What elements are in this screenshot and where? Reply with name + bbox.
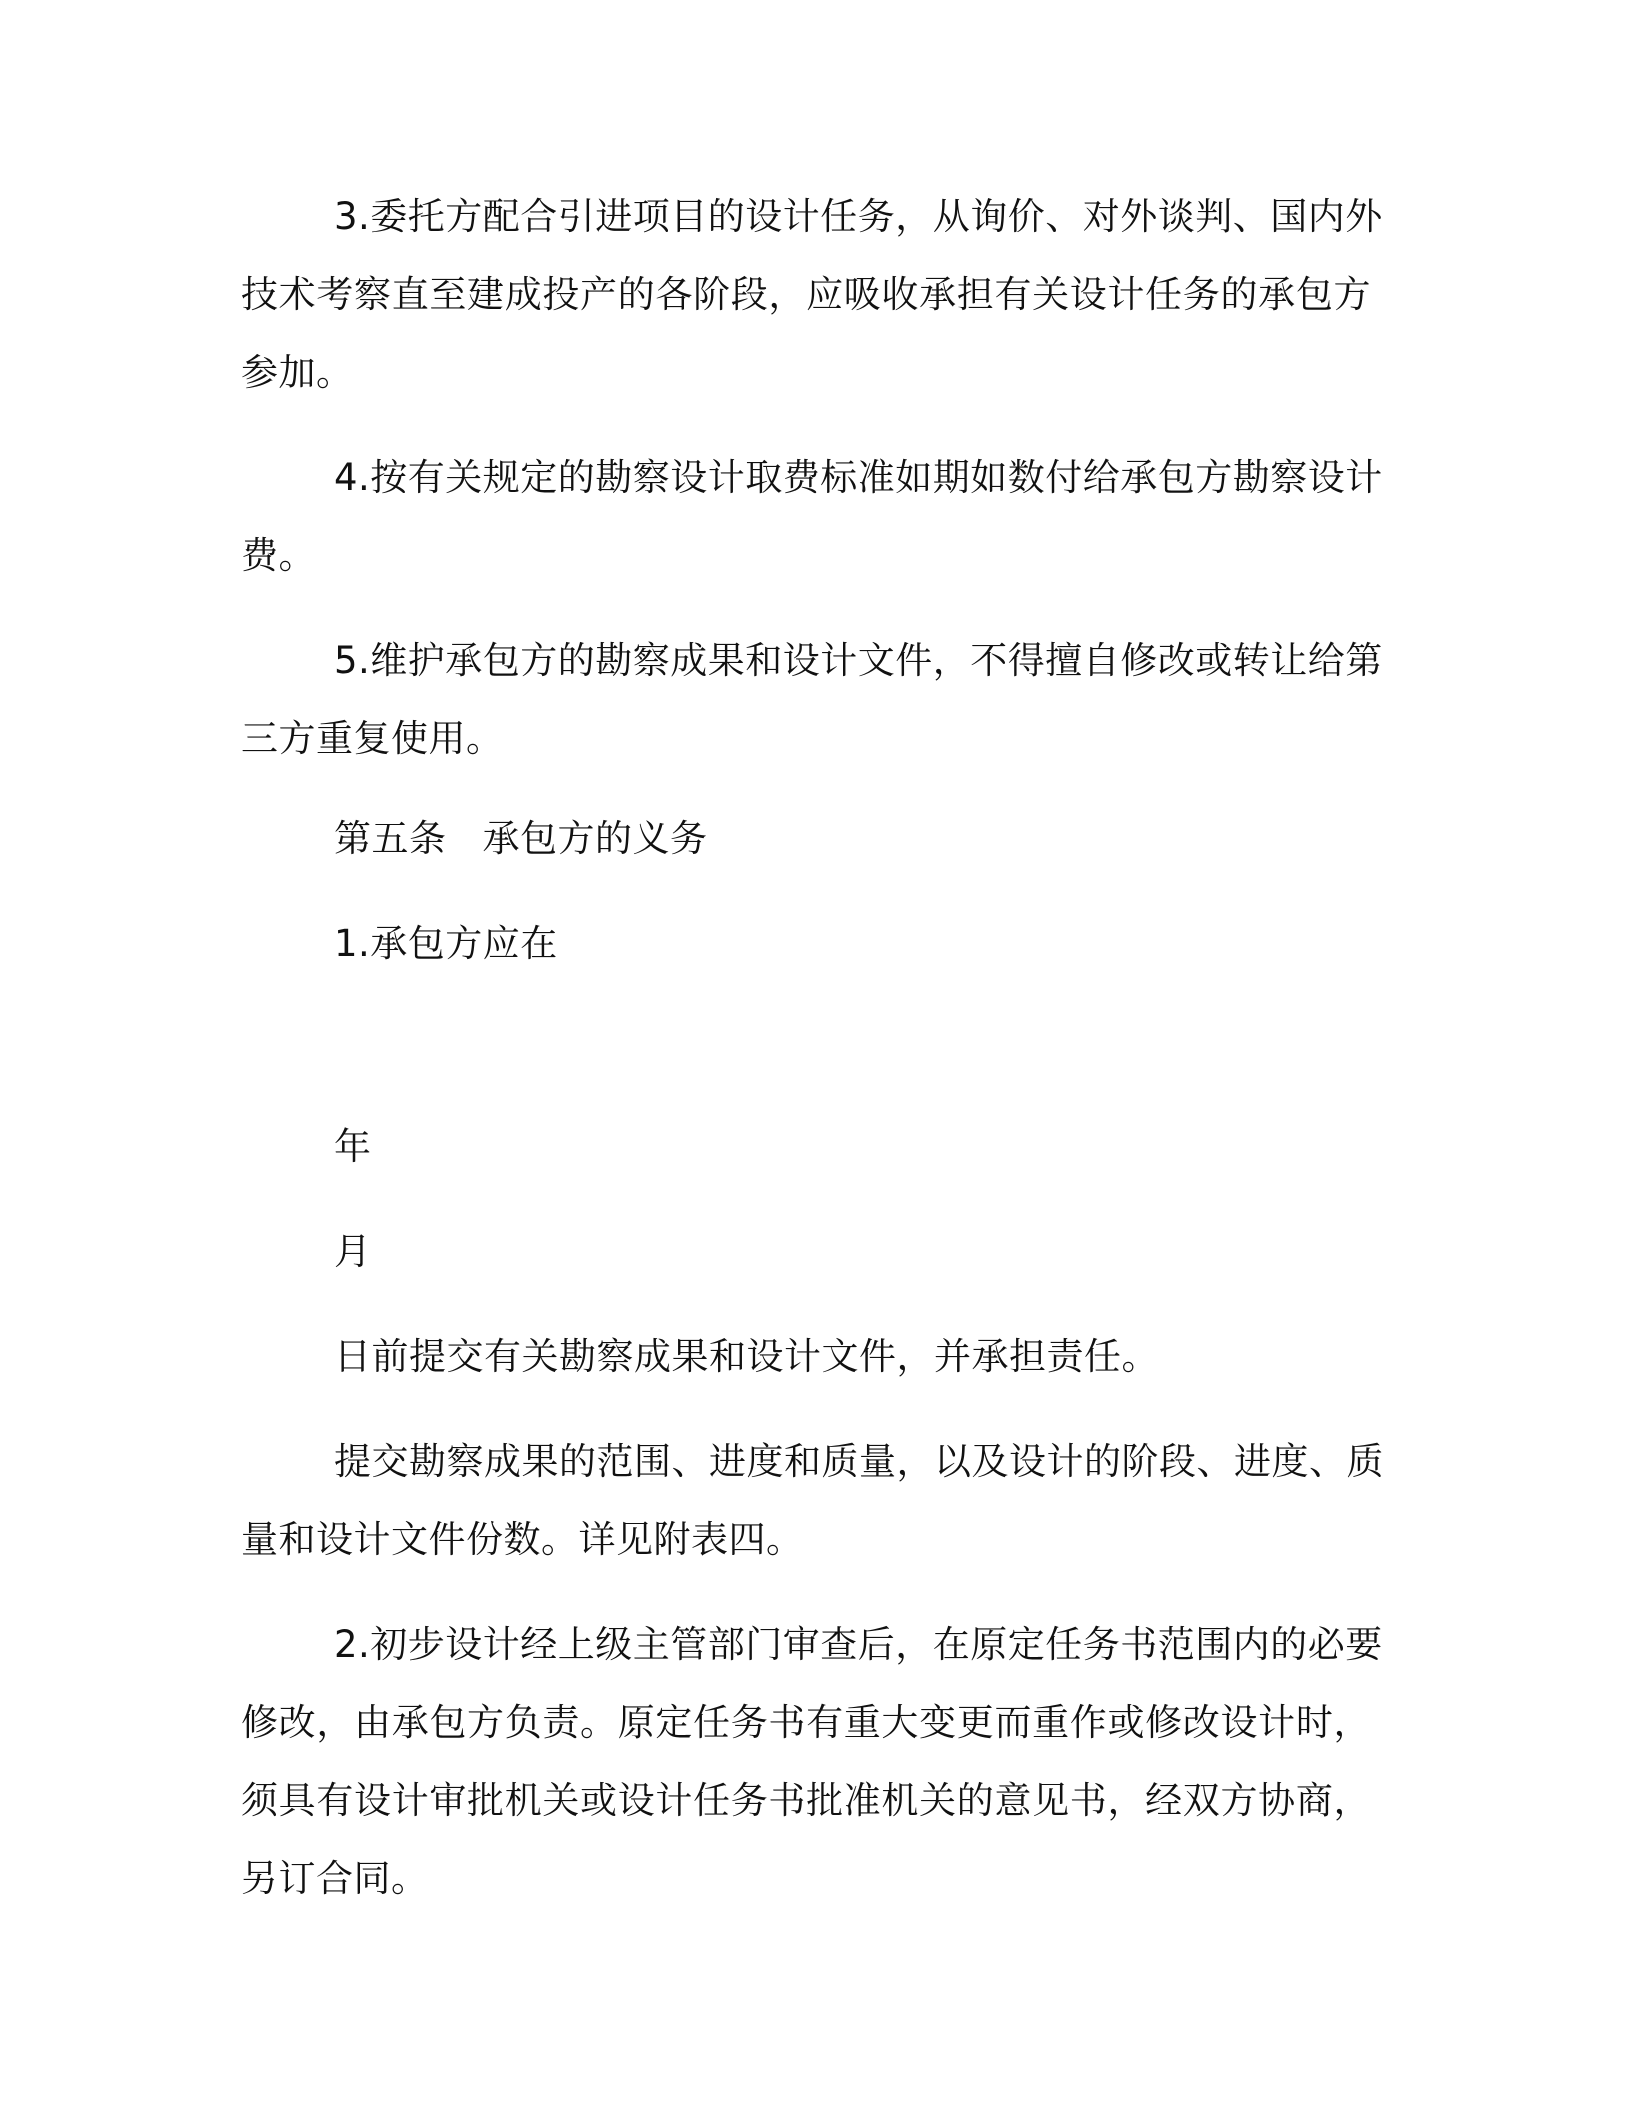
clause-2-line-3: 须具有设计审批机关或设计任务书批准机关的意见书，经双方协商，	[241, 1779, 1371, 1822]
clause-1-scope-line-1: 提交勘察成果的范围、进度和质量，以及设计的阶段、进度、质	[334, 1440, 1384, 1483]
article-5-label: 第五条	[334, 817, 447, 860]
month-label: 月	[334, 1230, 372, 1273]
clause-2-line-1: 2.初步设计经上级主管部门审查后，在原定任务书范围内的必要	[334, 1623, 1383, 1666]
clause-2-line-2: 修改，由承包方负责。原定任务书有重大变更而重作或修改设计时，	[241, 1701, 1371, 1744]
clause-1-start: 1.承包方应在	[334, 922, 558, 965]
clause-1-scope-line-2: 量和设计文件份数。详见附表四。	[241, 1518, 804, 1561]
article-5-title: 承包方的义务	[482, 817, 708, 860]
clause-2-line-4: 另订合同。	[241, 1857, 429, 1900]
paragraph-3-line-1: 3.委托方配合引进项目的设计任务，从询价、对外谈判、国内外	[334, 195, 1383, 238]
paragraph-3-line-2: 技术考察直至建成投产的各阶段，应吸收承担有关设计任务的承包方	[241, 273, 1371, 316]
paragraph-3-line-3: 参加。	[241, 351, 354, 394]
paragraph-4-line-2: 费。	[241, 534, 316, 577]
paragraph-5-line-2: 三方重复使用。	[241, 717, 504, 760]
article-5-heading	[334, 817, 708, 860]
year-label: 年	[334, 1125, 372, 1168]
clause-1-deadline-text: 日前提交有关勘察成果和设计文件，并承担责任。	[334, 1335, 1159, 1378]
paragraph-4-line-1: 4.按有关规定的勘察设计取费标准如期如数付给承包方勘察设计	[334, 456, 1383, 499]
paragraph-5-line-1: 5.维护承包方的勘察成果和设计文件，不得擅自修改或转让给第	[334, 639, 1383, 682]
